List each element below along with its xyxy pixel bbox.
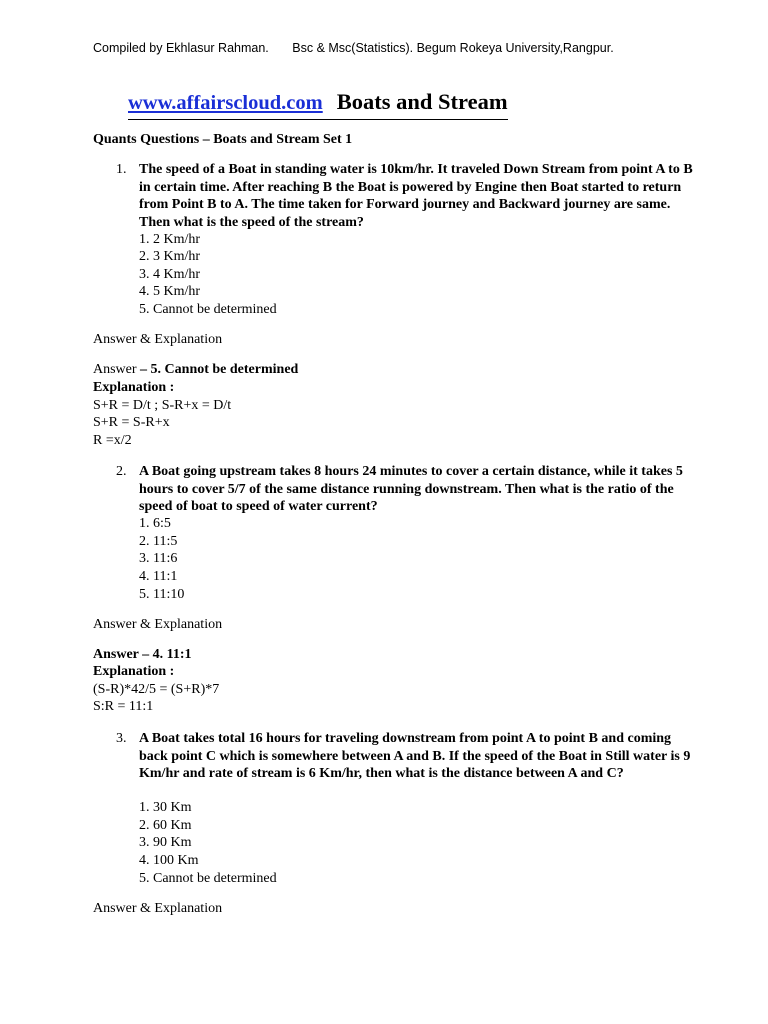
question-text: A Boat takes total 16 hours for traveling downstream from point A to point B and coming back point C which is somewhere between A and B. If the speed of the Boat in Still water is 9 Km/hr and rate of stream is 6 Km/hr, then what is the distance between A and C? bbox=[139, 731, 691, 782]
option: 2. 60 Km bbox=[139, 818, 192, 833]
option: 4. 11:1 bbox=[139, 569, 178, 584]
page-header bbox=[93, 41, 614, 55]
answer-line bbox=[93, 362, 298, 378]
option: 4. 100 Km bbox=[139, 853, 199, 868]
option: 2. 11:5 bbox=[139, 534, 178, 549]
answer-explanation-link[interactable]: Answer & Explanation bbox=[93, 901, 223, 916]
explanation-line: S:R = 11:1 bbox=[93, 699, 154, 714]
topic-title: Boats and Stream bbox=[336, 89, 508, 114]
answer-prefix: Answer bbox=[93, 362, 141, 377]
option: 3. 11:6 bbox=[139, 551, 178, 566]
site-link[interactable]: www.affairscloud.com bbox=[128, 92, 323, 114]
option: 5. 11:10 bbox=[139, 587, 185, 602]
question-text: The speed of a Boat in standing water is 10km/hr. It traveled Down Stream from point A to B in certain time. After reaching B the Boat is powered by Engine then Boat started to return from Point B to A. The time taken for Forward journey and Backward journey are same. Then what is the speed of the stream? bbox=[139, 162, 693, 231]
option: 1. 6:5 bbox=[139, 516, 171, 531]
option: 4. 5 Km/hr bbox=[139, 284, 201, 299]
explanation-label: Explanation : bbox=[93, 664, 175, 679]
option: 3. 90 Km bbox=[139, 835, 192, 850]
question-number: 1. bbox=[116, 162, 127, 177]
explanation-line: (S-R)*42/5 = (S+R)*7 bbox=[93, 682, 220, 697]
question-number: 2. bbox=[116, 464, 127, 479]
option: 5. Cannot be determined bbox=[139, 871, 277, 886]
compiled-by: Compiled by Ekhlasur Rahman. bbox=[93, 41, 269, 55]
option: 3. 4 Km/hr bbox=[139, 267, 201, 282]
answer-value: – 5. Cannot be determined bbox=[140, 362, 299, 377]
question-number: 3. bbox=[116, 731, 127, 746]
option: 5. Cannot be determined bbox=[139, 302, 277, 317]
degree-info: Bsc & Msc(Statistics). Begum Rokeya University,Rangpur. bbox=[292, 41, 614, 55]
explanation-line: S+R = D/t ; S-R+x = D/t bbox=[93, 398, 232, 413]
answer-explanation-link[interactable]: Answer & Explanation bbox=[93, 617, 223, 632]
explanation-line: R =x/2 bbox=[93, 433, 132, 448]
option: 1. 30 Km bbox=[139, 800, 192, 815]
option: 1. 2 Km/hr bbox=[139, 232, 201, 247]
answer-line: Answer – 4. 11:1 bbox=[93, 647, 192, 662]
question-text: A Boat going upstream takes 8 hours 24 minutes to cover a certain distance, while it takes 5 hours to cover 5/7 of the same distance running downstream. Then what is the ratio of the speed of boat to speed of water current? bbox=[139, 464, 683, 515]
explanation-label: Explanation : bbox=[93, 380, 175, 395]
set-subtitle: Quants Questions – Boats and Stream Set 1 bbox=[93, 132, 353, 147]
option: 2. 3 Km/hr bbox=[139, 249, 201, 264]
explanation-line: S+R = S-R+x bbox=[93, 415, 170, 430]
answer-explanation-link[interactable]: Answer & Explanation bbox=[93, 332, 223, 347]
document-title bbox=[128, 88, 508, 120]
